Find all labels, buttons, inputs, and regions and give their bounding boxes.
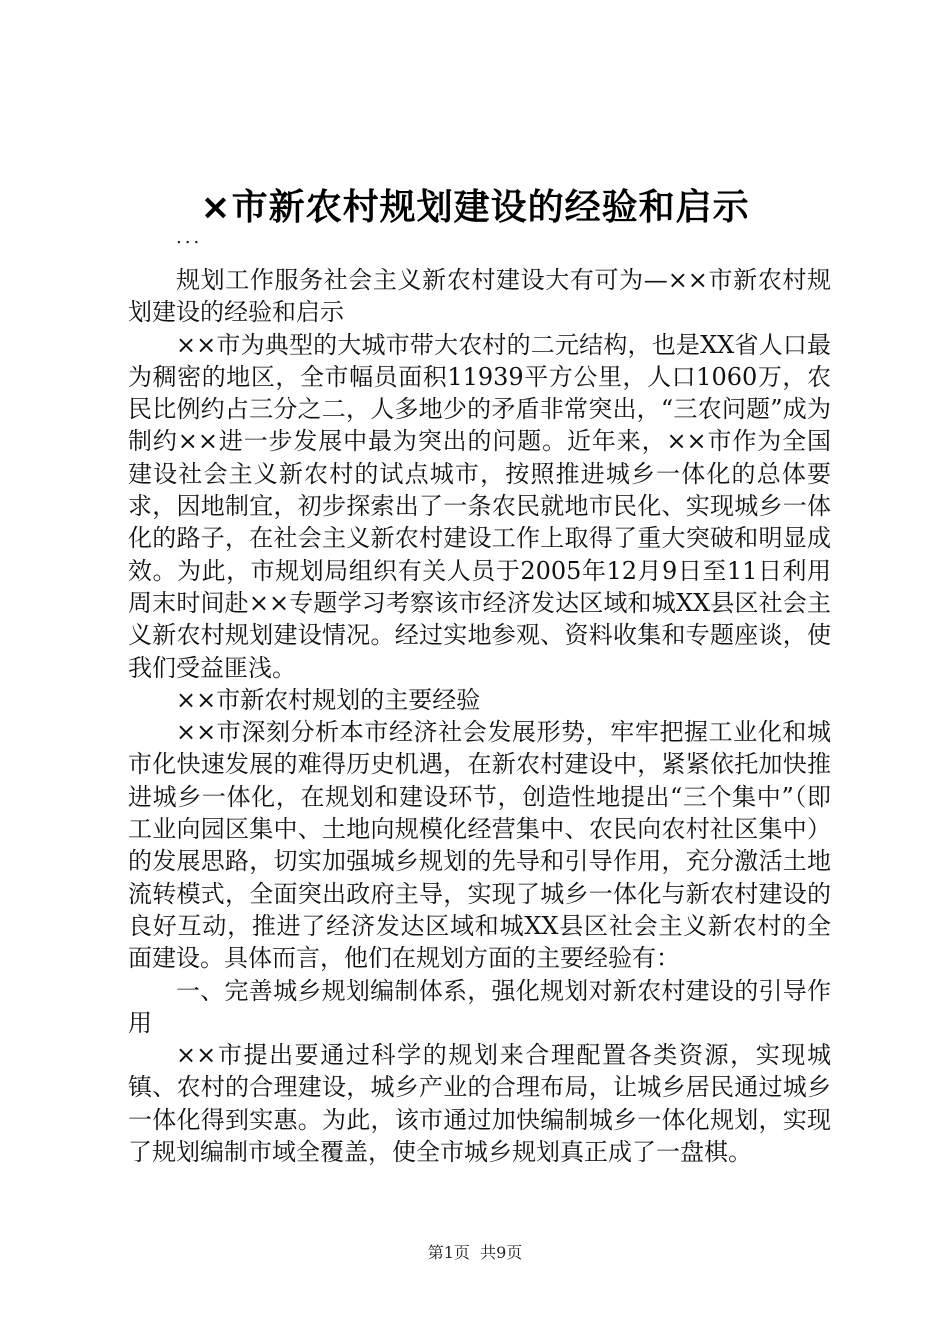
- paragraph-background: ××市为典型的大城市带大农村的二元结构，也是XX省人口最为稠密的地区，全市幅员面积11939平方公里，人口1060万，农民比例约占三分之二，人多地少的矛盾非常突出，“三农问题”成为制约××进一步发展中最为突出的问题。近年来，××市作为全国建设社会主义新农村的试点城市，按照推进城乡一体化的总体要求，因地制宜，初步探索出了一条农民就地市民化、实现城乡一体化的路子，在社会主义新农村建设工作上取得了重大突破和明显成效。为此，市规划局组织有关人员于2005年12月9日至11日利用周末时间赴××专题学习考察该市经济发达区域和城XX县区社会主义新农村规划建设情况。经过实地参观、资料收集和专题座谈，使我们受益匪浅。: [128, 330, 831, 682]
- section-heading-planning-system: 一、完善城乡规划编制体系，强化规划对新农村建设的引导作用: [128, 976, 831, 1037]
- paragraph-subtitle: 规划工作服务社会主义新农村建设大有可为—××市新农村规划建设的经验和启示: [128, 266, 831, 327]
- document-body: [128, 264, 831, 1168]
- paragraph-planning-system: ××市提出要通过科学的规划来合理配置各类资源，实现城镇、农村的合理建设，城乡产业的合理布局，让城乡居民通过城乡一体化得到实惠。为此，该市通过加快编制城乡一体化规划，实现了规划编制市域全覆盖，使全市城乡规划真正成了一盘棋。: [128, 1041, 831, 1167]
- page-number-footer: 第1页 共9页: [427, 1243, 523, 1262]
- title-ellipsis: ...: [176, 227, 203, 248]
- document-title: ×市新农村规划建设的经验和启示: [200, 187, 750, 228]
- section-heading-main-experience: ××市新农村规划的主要经验: [176, 685, 481, 714]
- paragraph-three-concentrations: ××市深刻分析本市经济社会发展形势，牢牢把握工业化和城市化快速发展的难得历史机遇，在新农村建设中，紧紧依托加快推进城乡一体化，在规划和建设环节，创造性地提出“三个集中”（即工业向园区集中、土地向规模化经营集中、农民向农村社区集中）的发展思路，切实加强城乡规划的先导和引导作用，充分激活土地流转模式，全面突出政府主导，实现了城乡一体化与新农村建设的良好互动，推进了经济发达区域和城XX县区社会主义新农村的全面建设。具体而言，他们在规划方面的主要经验有：: [128, 718, 831, 973]
